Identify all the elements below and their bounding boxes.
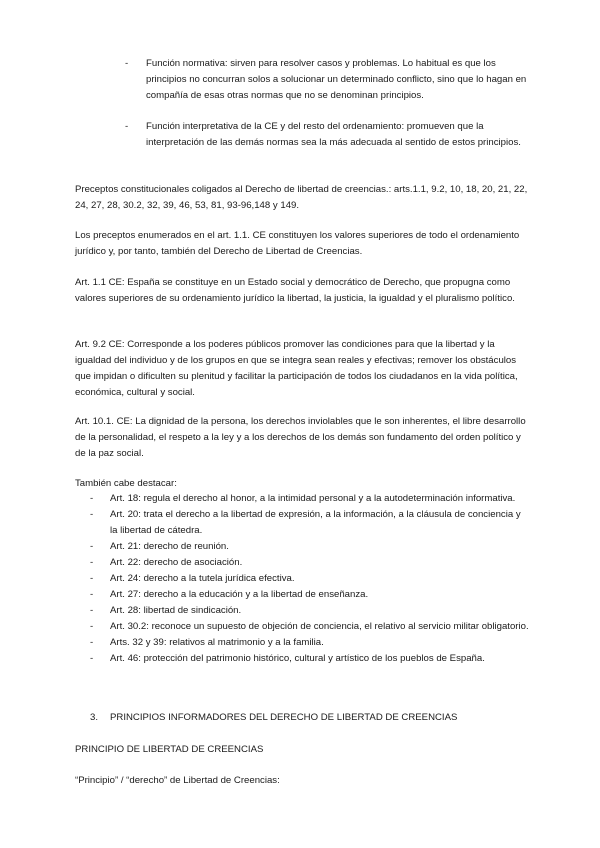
paragraph-art-10-1: Art. 10.1. CE: La dignidad de la persona, los derechos inviolables que le son inherentes, el libre desarrollo de la personalidad, el respeto a la ley y a los derechos de los demás son fundamento del orden político y de la paz social. bbox=[75, 416, 526, 459]
bullet-marker: - bbox=[125, 121, 129, 132]
paragraph-art-9-2: Art. 9.2 CE: Corresponde a los poderes públicos promover las condiciones para que la libertad y la igualdad del individuo y de los grupos en que se integra sean reales y efectivas; remover los obstáculos que impidan o dificulten su plenitud y facilitar la participación de todos los ciudadanos en la vida política, económica, cultural y social. bbox=[75, 339, 518, 398]
paragraph-tambien-cabe: También cabe destacar: bbox=[75, 478, 177, 489]
list-text: Art. 28: libertad de sindicación. bbox=[110, 605, 242, 616]
list-marker: - bbox=[90, 621, 94, 632]
list-item bbox=[90, 603, 530, 619]
list-marker: - bbox=[90, 493, 94, 504]
subheading: PRINCIPIO DE LIBERTAD DE CREENCIAS bbox=[75, 744, 264, 755]
bullet-text: Función interpretativa de la CE y del resto del ordenamiento: promueven que la interpretación de las demás normas sea la más adecuada al sentido de estos principios. bbox=[146, 121, 521, 148]
list-marker: - bbox=[90, 541, 94, 552]
list-marker: - bbox=[90, 509, 94, 520]
list-text: Art. 27: derecho a la educación y a la libertad de enseñanza. bbox=[110, 589, 369, 600]
paragraph-preceptos-coligados: Preceptos constitucionales coligados al Derecho de libertad de creencias.: arts.1.1, 9.2, 10, 18, 20, 21, 22, 24, 27, 28, 30.2, 32, 39, 46, 53, 81, 93-96,148 y 149. bbox=[75, 184, 528, 211]
section-number: 3. bbox=[90, 712, 99, 723]
section-title: PRINCIPIOS INFORMADORES DEL DERECHO DE LIBERTAD DE CREENCIAS bbox=[110, 712, 458, 723]
closing-line: “Principio” / “derecho” de Libertad de Creencias: bbox=[75, 775, 280, 786]
list-marker: - bbox=[90, 605, 94, 616]
list-item bbox=[90, 555, 530, 571]
list-text: Art. 46: protección del patrimonio histórico, cultural y artístico de los pueblos de España. bbox=[110, 653, 485, 664]
list-item bbox=[90, 491, 530, 507]
paragraph-art-1-1: Art. 1.1 CE: España se constituye en un Estado social y democrático de Derecho, que propugna como valores superiores de su ordenamiento jurídico la libertad, la justicia, la igualdad y el pluralismo político. bbox=[75, 277, 515, 304]
list-marker: - bbox=[90, 573, 94, 584]
list-marker: - bbox=[90, 557, 94, 568]
article-list bbox=[90, 491, 530, 667]
list-text: Art. 18: regula el derecho al honor, a la intimidad personal y a la autodeterminación informativa. bbox=[110, 493, 516, 504]
list-item bbox=[90, 539, 530, 555]
list-marker: - bbox=[90, 637, 94, 648]
paragraph-preceptos-enumerados: Los preceptos enumerados en el art. 1.1. CE constituyen los valores superiores de todo el ordenamiento jurídico y, por tanto, también del Derecho de Libertad de Creencias. bbox=[75, 230, 520, 257]
list-text: Arts. 32 y 39: relativos al matrimonio y a la familia. bbox=[110, 637, 324, 648]
list-marker: - bbox=[90, 653, 94, 664]
list-text: Art. 21: derecho de reunión. bbox=[110, 541, 229, 552]
list-item bbox=[90, 587, 530, 603]
list-item bbox=[90, 635, 530, 651]
list-item bbox=[90, 619, 530, 635]
bullet-text: Función normativa: sirven para resolver casos y problemas. Lo habitual es que los principios no concurran solos a solucionar un determinado conflicto, sino que lo hagan en compañía de esas otras normas que no se denominan principios. bbox=[146, 58, 527, 101]
list-text: Art. 24: derecho a la tutela jurídica efectiva. bbox=[110, 573, 295, 584]
list-item bbox=[90, 571, 530, 587]
bullet-marker: - bbox=[125, 58, 129, 69]
list-item bbox=[90, 651, 530, 667]
list-text: Art. 22: derecho de asociación. bbox=[110, 557, 243, 568]
list-item bbox=[90, 507, 530, 539]
list-text: Art. 30.2: reconoce un supuesto de objeción de conciencia, el relativo al servicio militar obligatorio. bbox=[110, 621, 529, 632]
list-marker: - bbox=[90, 589, 94, 600]
list-text: Art. 20: trata el derecho a la libertad de expresión, a la información, a la cláusula de conciencia y la libertad de cátedra. bbox=[110, 509, 521, 536]
